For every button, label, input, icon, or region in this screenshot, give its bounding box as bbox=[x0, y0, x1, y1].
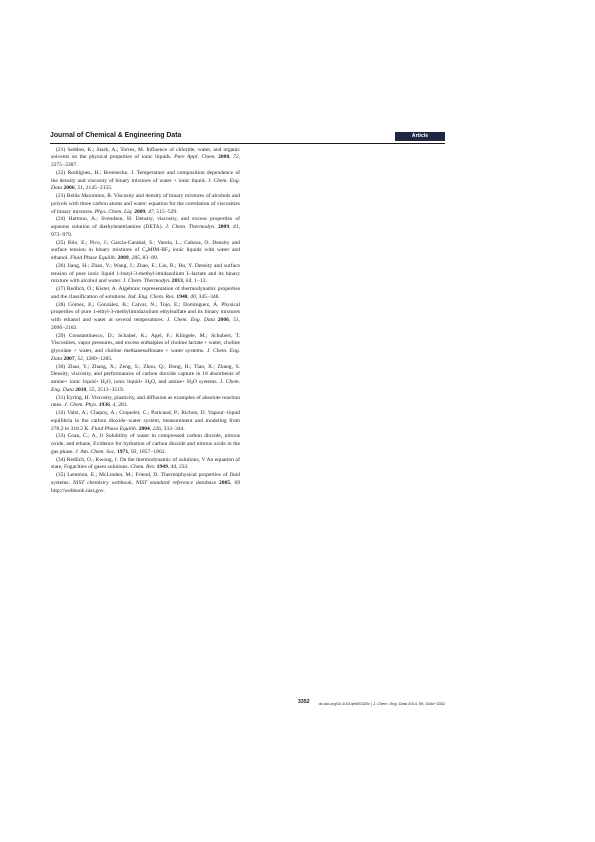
journal-title: Journal of Chemical & Engineering Data bbox=[50, 132, 182, 139]
doi-citation bbox=[319, 700, 445, 707]
reference-item: (33) Coan, C.; A, Jr Solubility of water in compressed carbon dioxide, nitrous oxide, and ethane, Evidence for hydration of carbon dioxide and nitrous oxide in the gas phase. J. Am. Chem. Soc. 1971, 93, 1857−1862. bbox=[51, 433, 240, 455]
reference-item: (34) Redlich, O.; Kwong, J. On the thermodynamic of solutions, V An equation of state, Fugacities of gases solutions. Chem. Rev. 1949, 44, 233. bbox=[51, 456, 240, 471]
reference-item: (30) Zhao, Y.; Zhang, X.; Zeng, S.; Zhou, Q.; Dong, H.; Tian, X.; Zhang, S. Density, viscosity, and performances of carbon dioxide capture in 16 absorbents of amine+ ionic liquid+ $H_2O$, ionic liquid+ $H_2O$, and $amine+ H_2O$ systems. J. Chem. Eng. Data 2010, 55, 3513−3519. bbox=[51, 363, 241, 393]
doi-link[interactable]: dx.doi.org/10.1021/je500320v | bbox=[318, 700, 374, 706]
reference-item: (32) Valtz, A.; Chapoy, A.; Coquelet, C.; Paricaud, P.; Richon, D. Vapour−liquid equilibria in the carbon dioxide−water system, measurement and modeling from 278.2 to 318.2 K. Fluid Phase Equilib. 2004, 226, 333−344. bbox=[51, 410, 240, 432]
reference-item: (24) Hartono, A.; Svendsen, H. Density, viscosity, and excess properties of aqueous solution of diethylenetriamine (DETA). J. Chem. Thermodyn. 2009, 41, 973−979. bbox=[51, 216, 240, 238]
journal-header bbox=[50, 131, 445, 145]
reference-item: (26) Jiang, H.; Zhao, Y.; Wang, J.; Zhao, F.; Liu, R.; Hu, Y. Density and surface tension of pure ionic liquid 1-butyl-3-methyl-imidazolium L-lactate and its binary mixture with alcohol and water. J. Chem. Thermodyn. 2013, 64, 1−13. bbox=[51, 262, 240, 285]
reference-item: (29) Constantinescu, D.; Schaber, K.; Agel, F.; Klingele, M.; Schubert, T. Viscosities, vapor pressures, and excess enthalpies of choline lactate + water, choline glycolate + water, and choline methanesulfonate + water systems. J. Chem. Eng. Data 2007, 52, 1280−1285. bbox=[51, 332, 240, 362]
header-divider bbox=[50, 143, 445, 144]
article-type-badge: Article bbox=[395, 132, 445, 141]
reference-item: (23) Belda Maximino, R. Viscosity and density of binary mixtures of alcohols and polyols with three carbon atoms and water: equation for the correlation of viscosities of binary mixtures. Phys. Chem. Liq. 2009, 47, 515−529. bbox=[51, 193, 240, 215]
reference-item: (22) Rodriguez, H.; Brennecke, J. Temperature and composition dependence of the density and viscosity of binary mixtures of water + ionic liquid. J. Chem. Eng. Data 2006, 51, 2145−2155. bbox=[51, 169, 240, 192]
reference-item: (25) Rilo, E.; Pico, J.; Garcia-Garabal, S.; Varela, L.; Cabeza, O. Density and surface tension in binary mixtures of $C_nMIM-BF_4$ ionic liquids with water and ethanol. Fluid Phase Equilib. 2009, 285, 83−89. bbox=[51, 239, 240, 261]
reference-item: (28) Gómez, E.; González, B.; Calvar, N.; Tojo, E.; Domínguez, Á. Physical properties of pure 1-ethyl-3-methylimidazolium ethylsulfate and its binary mixtures with ethanol and water at several temperatures. J. Chem. Eng. Data 2006, 51, 2096−2102. bbox=[51, 301, 240, 331]
page-number: 3352 bbox=[298, 699, 310, 705]
reference-item: (21) Seddon, K.; Stark, A.; Torres, M. Influence of chloride, water, and organic solvents on the physical properties of ionic liquids. Pure Appl. Chem. 2000, 72, 2275−2287. bbox=[51, 146, 241, 168]
reference-list bbox=[51, 147, 240, 496]
reference-item: (31) Eyring, H. Viscosity, plasticity, and diffusion as examples of absolute reaction rates. J. Chem. Phys. 1936, 4, 283. bbox=[51, 394, 240, 409]
doi-volume-pages: 2014, 59, 3344−3352 bbox=[407, 700, 445, 706]
doi-journal: J. Chem. Eng. Data bbox=[373, 700, 408, 706]
reference-item: (35) Lemmon, E.; McLinden, M.; Friend, D. Thermophysical properties of fluid systems. NIST chemistry webbook, NIST standard reference database 2005, 69 http://webbook.nist.gov. bbox=[51, 472, 241, 494]
reference-item: (27) Redlich, O.; Kister, A. Algebraic representation of thermodynamic properties and the classification of solutions. Ind. Eng. Chem. Res. 1948, 40, 345−348. bbox=[51, 286, 240, 300]
